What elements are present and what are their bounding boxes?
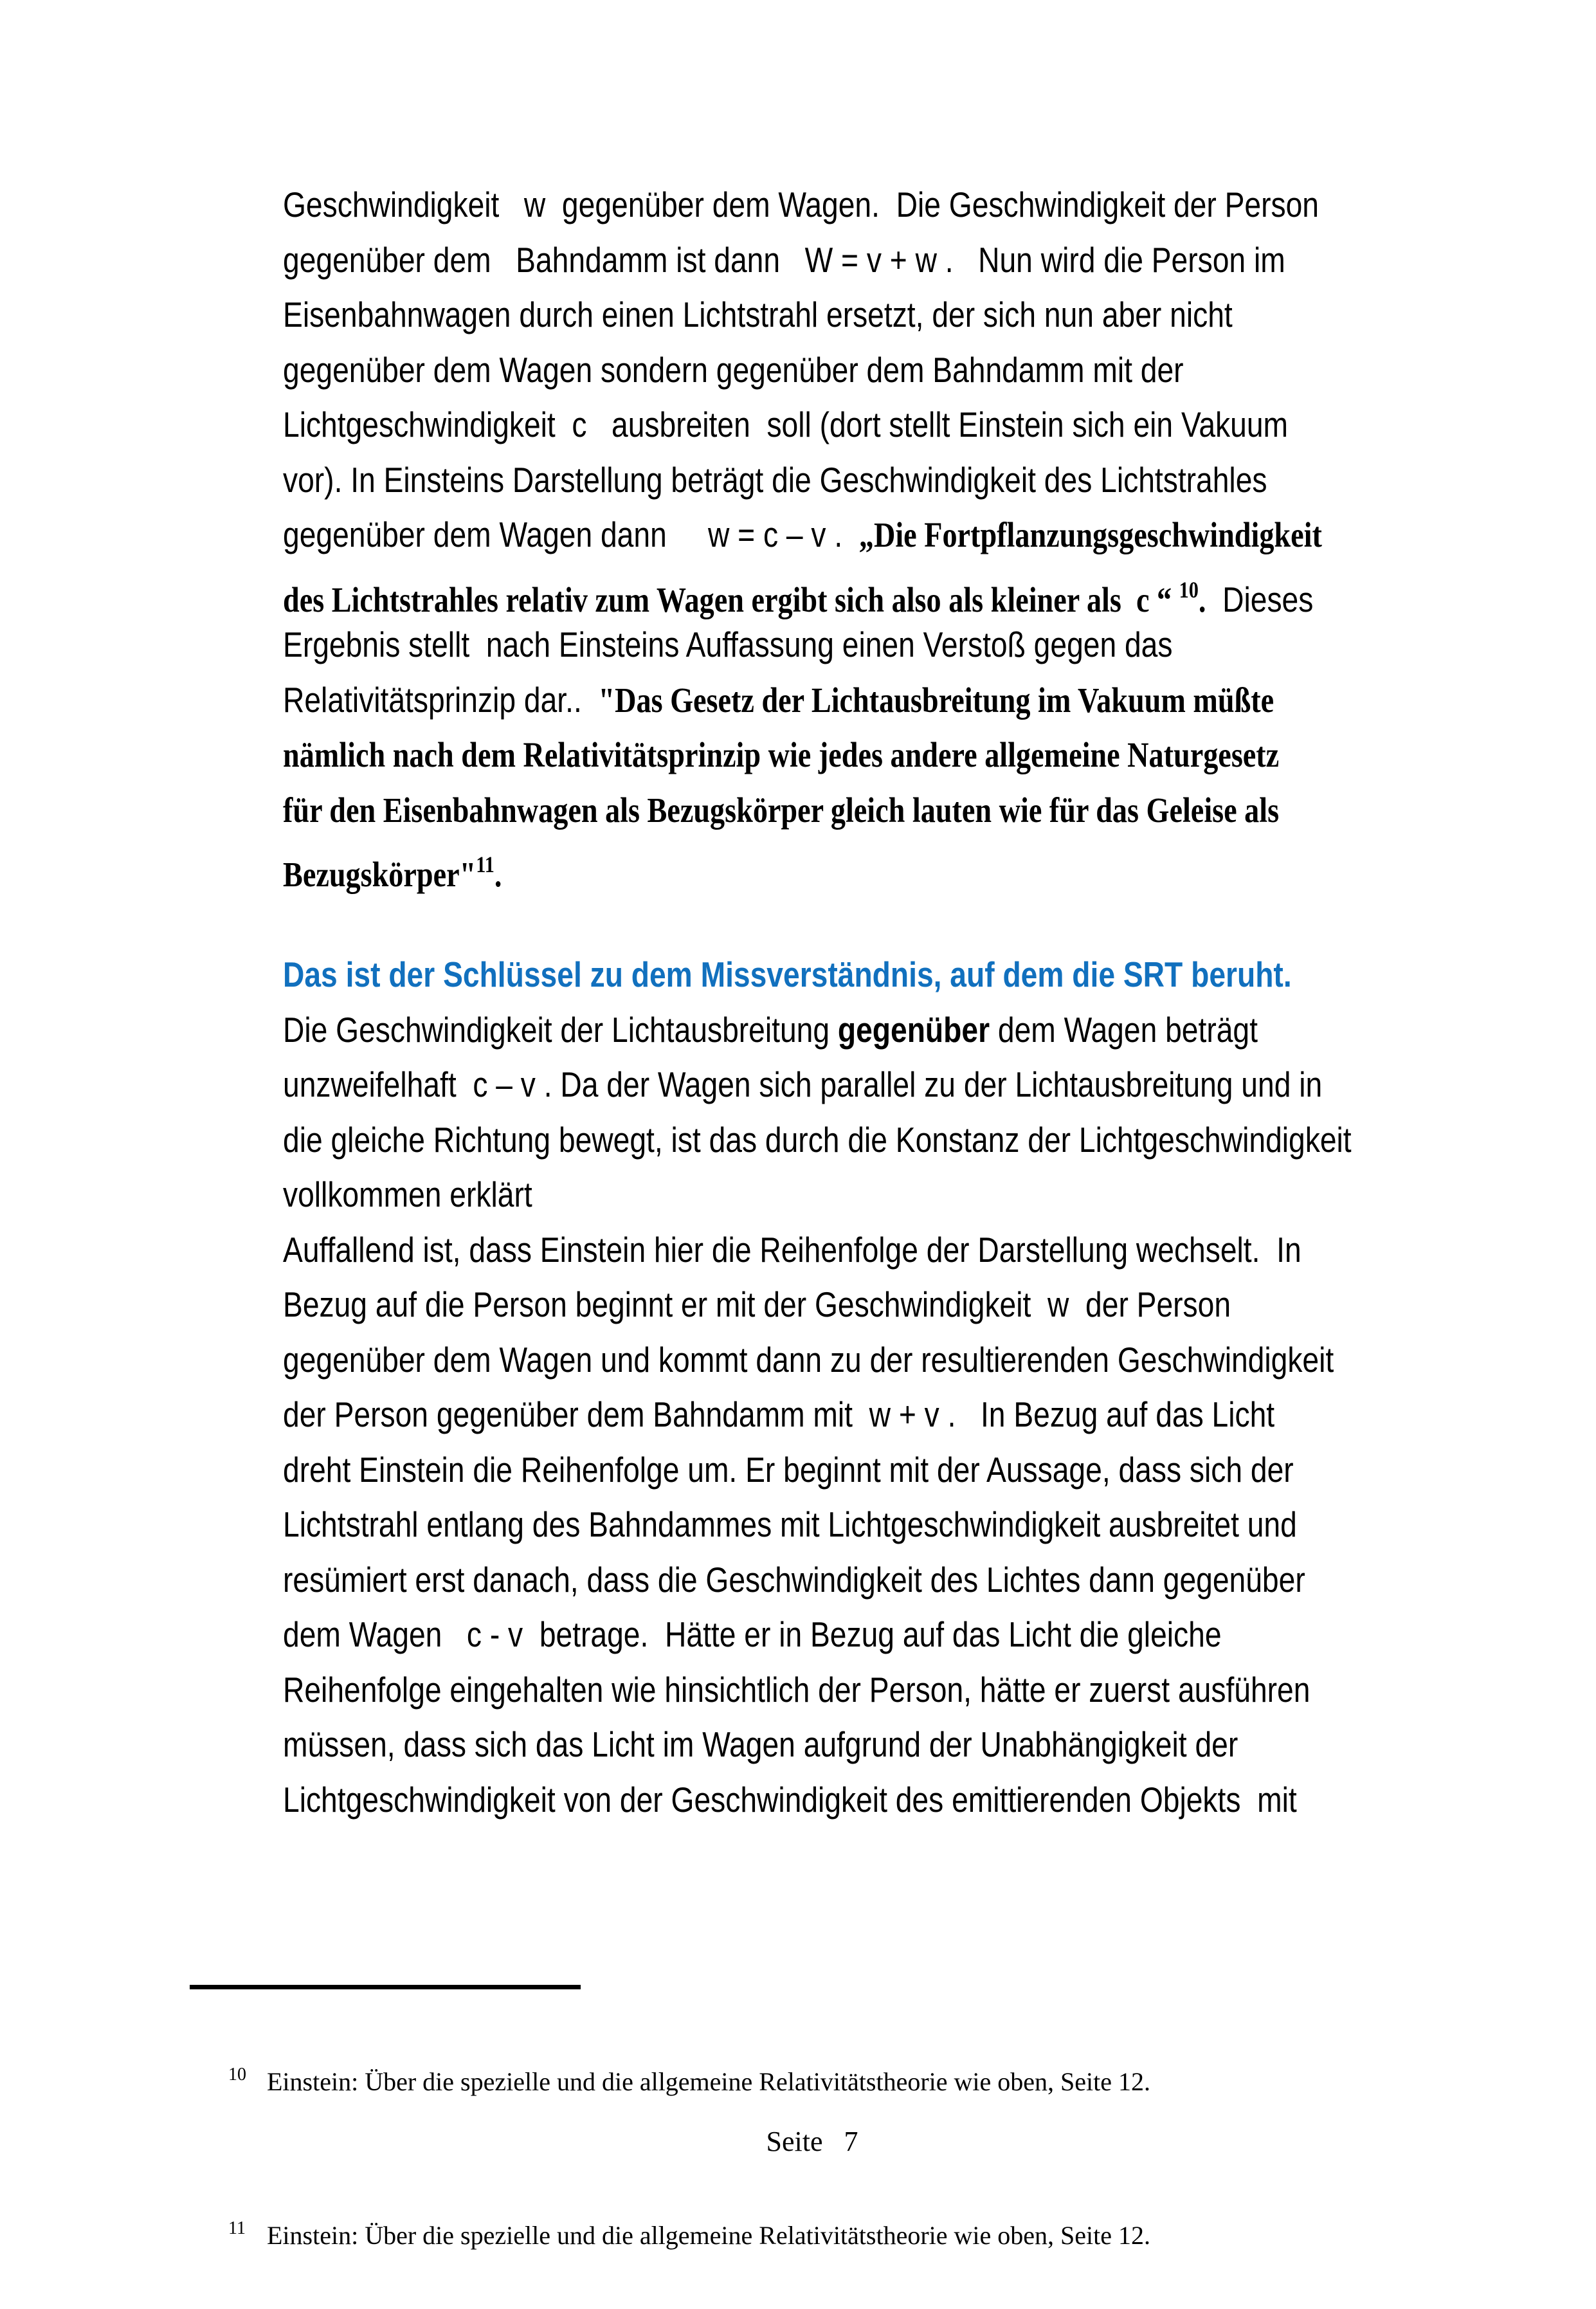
footnote-number: 10 (228, 2065, 246, 2085)
text-segment: Lichtstrahl entlang des Bahndammes mit Lichtgeschwindigkeit ausbreitet und (283, 1504, 1297, 1544)
text-segment: dem Wagen c - v betrage. Hätte er in Bezug auf das Licht die gleiche (283, 1614, 1222, 1654)
text-segment: gegenüber dem Wagen sondern gegenüber dem Bahndamm mit der (283, 349, 1184, 390)
text-segment: resümiert erst danach, dass die Geschwindigkeit des Lichtes dann gegenüber (283, 1559, 1305, 1600)
text-segment: für den Eisenbahnwagen als Bezugskörper gleich lauten wie für das Geleise als (283, 790, 1280, 830)
page-number-footer (0, 2084, 1596, 2200)
footnote-separator-line (190, 1985, 581, 1989)
text-segment: nämlich nach dem Relativitätsprinzip wie jedes andere allgemeine Naturgesetz (283, 735, 1280, 774)
text-segment: Geschwindigkeit w gegenüber dem Wagen. Die Geschwindigkeit der Person (283, 185, 1319, 224)
text-segment: müssen, dass sich das Licht im Wagen aufgrund der Unabhängigkeit der (283, 1724, 1238, 1764)
text-line (283, 1277, 1233, 1333)
spacer (283, 893, 1415, 948)
text-line (283, 783, 1280, 838)
text-line (283, 1607, 1233, 1663)
text-segment: 11 (476, 852, 494, 877)
text-segment: der Person gegenüber dem Bahndamm mit w + v . In Bezug auf das Licht (283, 1394, 1275, 1434)
text-segment: unzweifelhaft c – v . Da der Wagen sich parallel zu der Lichtausbreitung und in (283, 1064, 1323, 1104)
text-segment: Lichtgeschwindigkeit von der Geschwindigkeit des emittierenden Objekts mit (283, 1779, 1297, 1820)
text-line (283, 1773, 1297, 1828)
text-line (283, 1003, 1258, 1058)
text-line (283, 1497, 1297, 1553)
text-line (283, 397, 1289, 453)
heading-text: Das ist der Schlüssel zu dem Missverständnis, auf dem die SRT beruht. (283, 954, 1292, 994)
text-segment: Ergebnis stellt nach Einsteins Auffassung einen Verstoß gegen das (283, 625, 1173, 664)
text-segment: Eisenbahnwagen durch einen Lichtstrahl ersetzt, der sich nun aber nicht (283, 295, 1233, 334)
text-line (283, 1443, 1294, 1498)
text-line (283, 1113, 1352, 1168)
blank-line (283, 893, 1233, 948)
footnote-number: 11 (228, 2218, 246, 2238)
text-segment: Bezug auf die Person beginnt er mit der Geschwindigkeit w der Person (283, 1284, 1231, 1324)
text-line (283, 1553, 1305, 1608)
text-line (283, 837, 1233, 893)
text-segment: dreht Einstein die Reihenfolge um. Er beginnt mit der Aussage, dass sich der (283, 1449, 1294, 1490)
paragraph-3 (283, 1223, 1415, 1828)
text-segment: Die Geschwindigkeit der Lichtausbreitung (283, 1009, 838, 1050)
text-line (283, 947, 1292, 1003)
text-segment: Reihenfolge eingehalten wie hinsichtlich der Person, hätte er zuerst ausführen (283, 1669, 1310, 1710)
text-segment: Bezugskörper" (283, 855, 476, 894)
text-segment: „Die Fortpflanzungsgeschwindigkeit (858, 515, 1322, 554)
text-segment: gegenüber (837, 1009, 990, 1050)
paragraph-2 (283, 1003, 1415, 1223)
text-line (283, 727, 1280, 783)
text-segment: dem Wagen beträgt (990, 1009, 1258, 1050)
text-line (283, 1167, 1233, 1223)
text-segment: des Lichtstrahles relativ zum Wagen ergibt sich also als kleiner als c “ (283, 580, 1179, 619)
text-segment: vollkommen erklärt (283, 1174, 532, 1214)
text-segment: Relativitätsprinzip dar.. (283, 679, 599, 720)
page-number-label: Seite 7 (766, 2126, 858, 2157)
text-line (283, 507, 1322, 563)
text-line (283, 1387, 1275, 1443)
text-segment: Dieses (1206, 579, 1314, 619)
heading-blue (283, 947, 1415, 1003)
text-segment: "Das Gesetz der Lichtausbreitung im Vakuum müßte (598, 680, 1274, 720)
text-line (283, 1333, 1334, 1388)
text-line (283, 1057, 1323, 1113)
text-line (283, 453, 1267, 508)
text-line (283, 1717, 1238, 1773)
text-line (283, 563, 1314, 619)
text-line (283, 673, 1274, 728)
text-segment: gegenüber dem Wagen und kommt dann zu der resultierenden Geschwindigkeit (283, 1339, 1334, 1380)
text-segment: 10 (1179, 576, 1199, 603)
text-segment: gegenüber dem Wagen dann w = c – v . (283, 515, 859, 554)
text-line (283, 287, 1233, 343)
text-line (283, 343, 1233, 398)
text-line (283, 1663, 1310, 1718)
paragraph-1 (283, 178, 1415, 893)
text-segment: vor). In Einsteins Darstellung beträgt die Geschwindigkeit des Lichtstrahles (283, 459, 1267, 500)
text-segment: gegenüber dem Bahndamm ist dann W = v + w . Nun wird die Person im (283, 239, 1285, 280)
text-segment: Auffallend ist, dass Einstein hier die Reihenfolge der Darstellung wechselt. In (283, 1229, 1301, 1270)
footnote-text: Einstein: Über die spezielle und die allgemeine Relativitätstheorie wie oben, Seite 12. (267, 2221, 1151, 2250)
text-line (283, 617, 1233, 673)
text-line (283, 233, 1285, 288)
text-segment: die gleiche Richtung bewegt, ist das durch die Konstanz der Lichtgeschwindigkeit (283, 1119, 1352, 1160)
text-segment: Lichtgeschwindigkeit c ausbreiten soll (dort stellt Einstein sich ein Vakuum (283, 405, 1289, 444)
text-segment: . (1198, 580, 1206, 619)
text-segment: . (494, 855, 502, 894)
text-line (283, 178, 1319, 233)
footnote-text: Einstein: Über die spezielle und die allgemeine Relativitätstheorie wie oben, Seite 12. (267, 2067, 1151, 2096)
document-body (283, 178, 1415, 1827)
text-line (283, 1223, 1301, 1278)
